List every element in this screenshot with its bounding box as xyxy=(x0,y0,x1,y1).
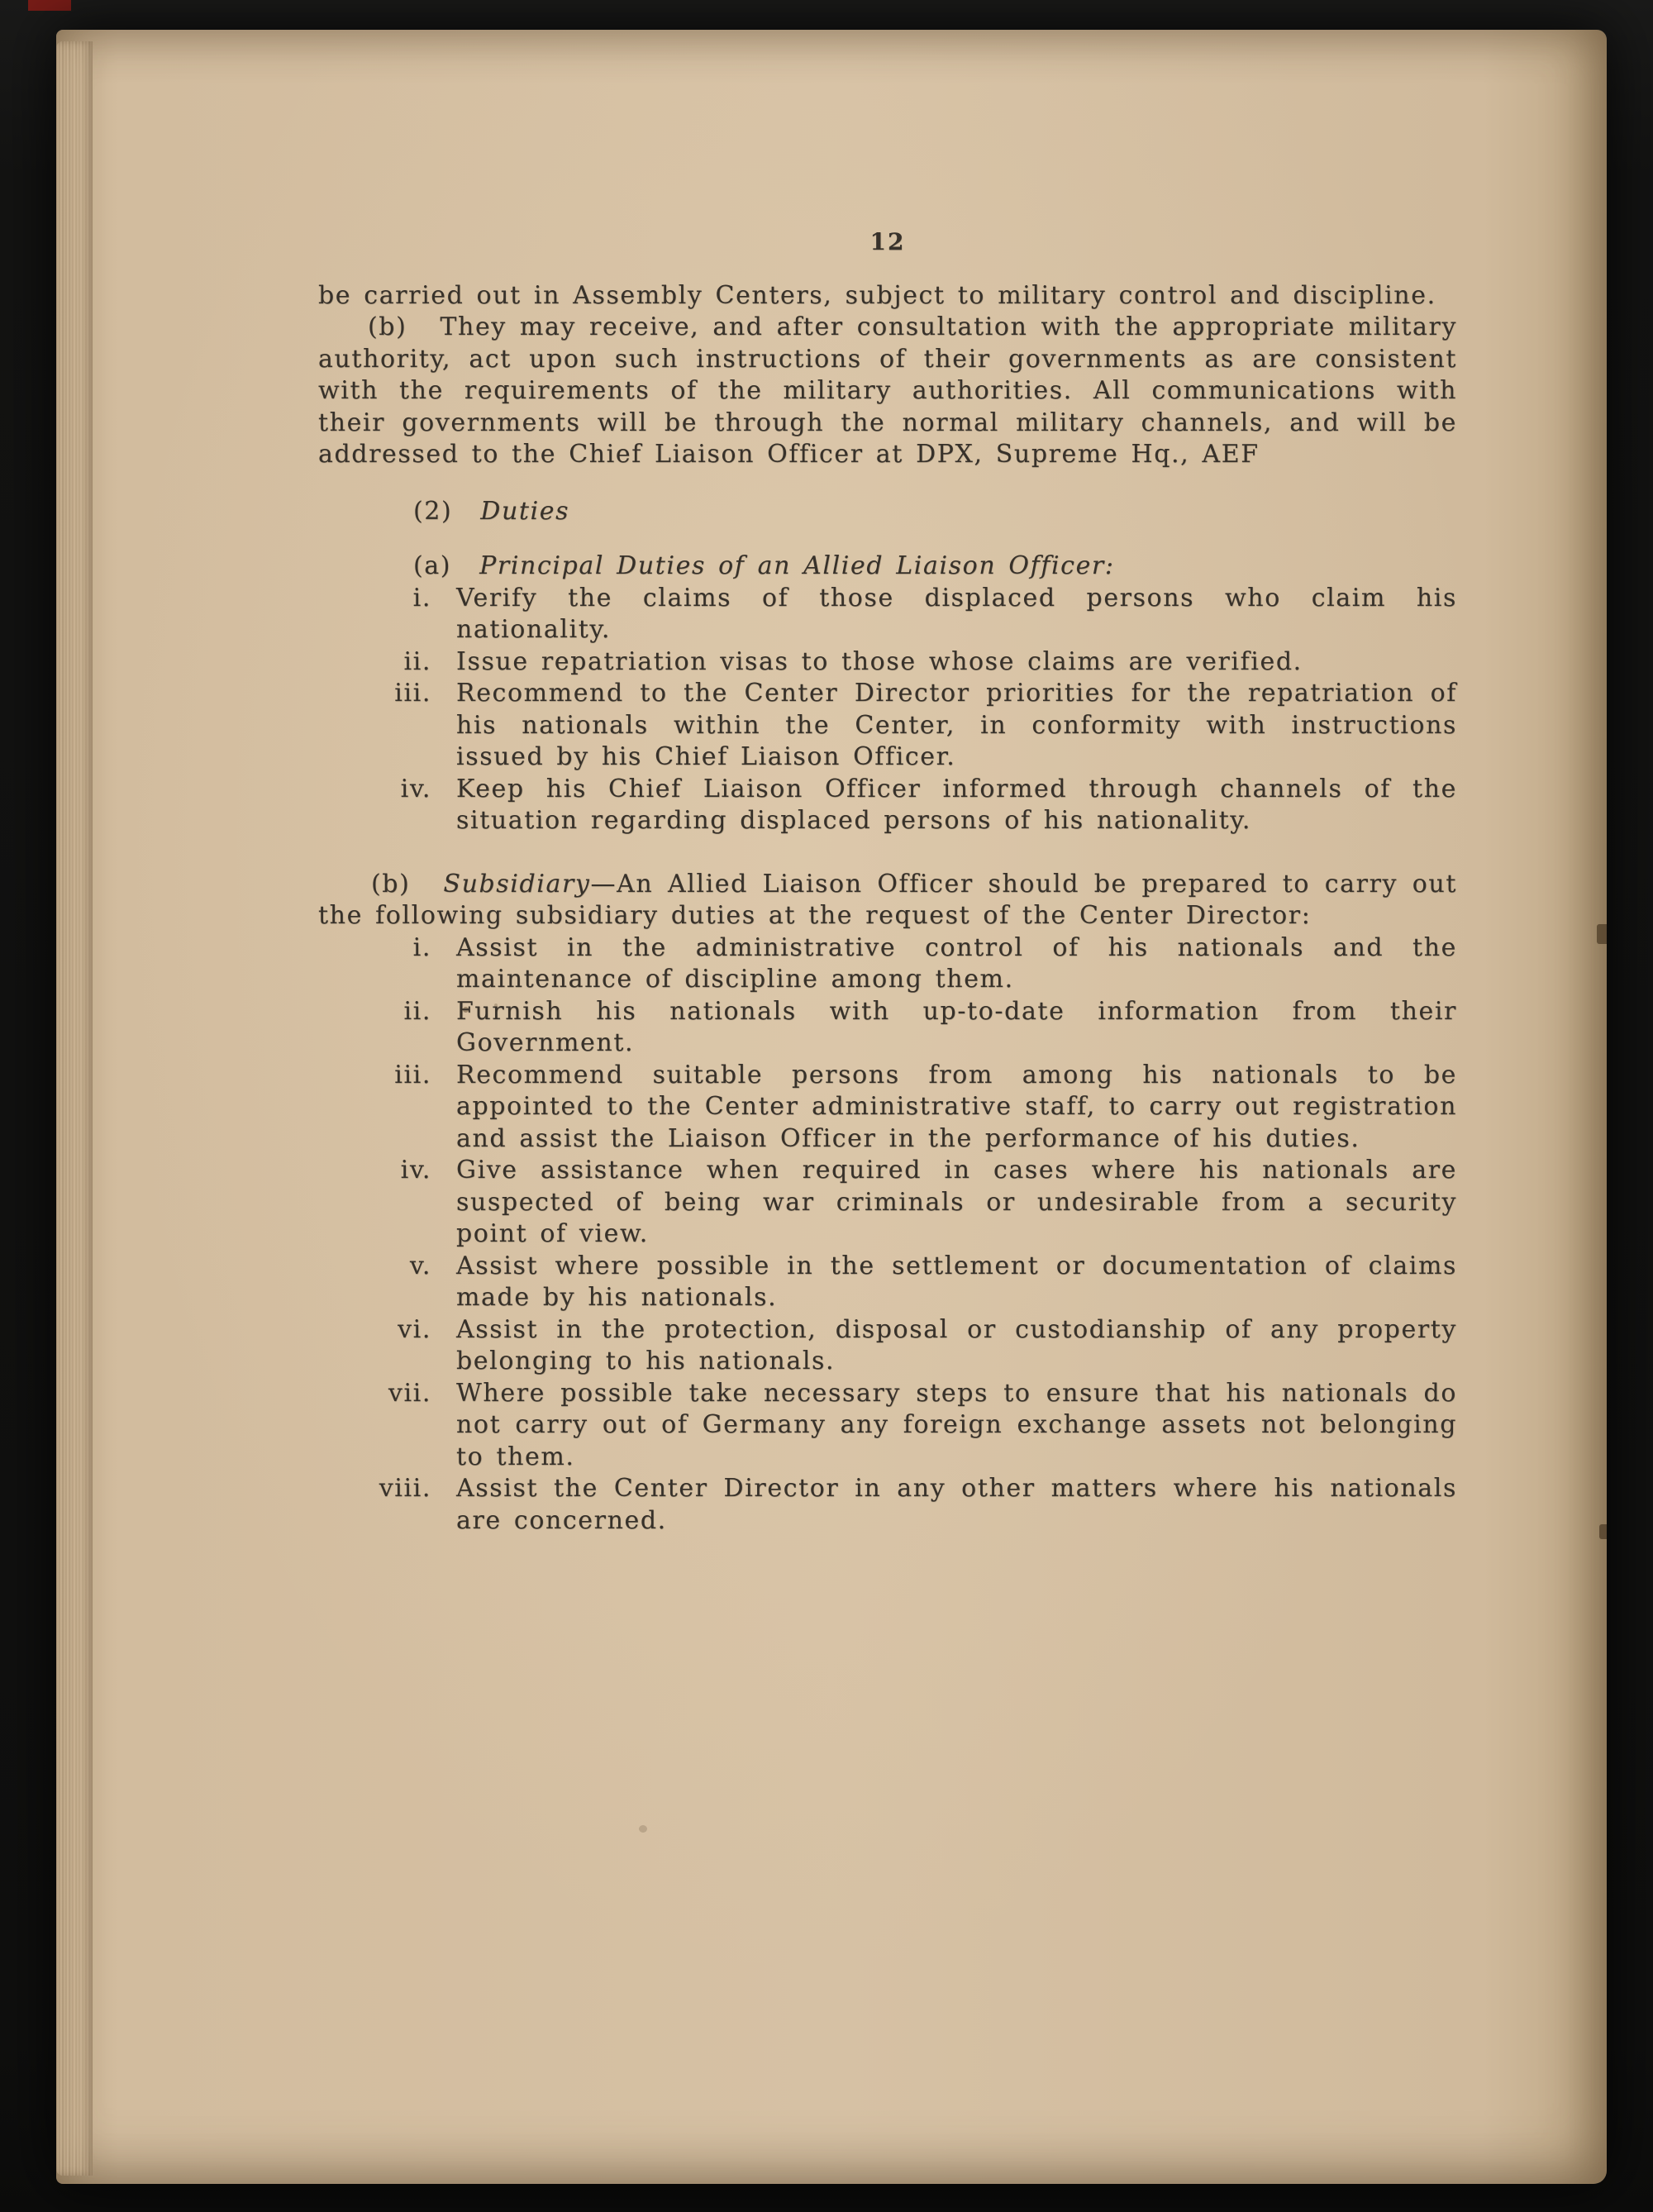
page-number: 12 xyxy=(869,228,906,255)
sub-b-lead xyxy=(318,869,1457,932)
list-item-numeral: v. xyxy=(409,1251,431,1280)
list-item-numeral: iv. xyxy=(400,1156,431,1185)
list-item-text: Assist where possible in the settlement or documentation of claims made by his nationals. xyxy=(456,1251,1457,1312)
list-item-numeral: i. xyxy=(412,932,431,962)
list-item-numeral: ii. xyxy=(403,996,431,1026)
list-item xyxy=(365,646,1457,679)
list-item-text: Assist the Center Director in any other matters where his nationals are concerned. xyxy=(456,1474,1457,1535)
sub-b-lead-text: —An Allied Liaison Officer should be prepared to carry out the following subsidiary duties at the request of the Center Director: xyxy=(318,869,1457,930)
sub-b-label: (b) xyxy=(371,869,411,899)
book-page xyxy=(56,30,1607,2184)
list-item-numeral: iv. xyxy=(400,774,431,803)
list-item-numeral: vi. xyxy=(398,1314,431,1344)
list-item-text: Assist in the administrative control of his nationals and the maintenance of discipline among them. xyxy=(456,932,1457,994)
list-item-text: Give assistance when required in cases where his nationals are suspected of being war criminals or undesirable from a security point of view. xyxy=(456,1156,1457,1248)
sub-a-heading xyxy=(318,551,1457,583)
section-2-title: Duties xyxy=(480,496,570,526)
list-item-text: Assist in the protection, disposal or custodianship of any property belonging to his nationals. xyxy=(456,1314,1457,1375)
list-item-text: Where possible take necessary steps to ensure that his nationals do not carry out of Germany any foreign exchange assets not belonging to them. xyxy=(456,1378,1457,1471)
list-item-numeral: iii. xyxy=(394,679,431,708)
list-item xyxy=(365,1314,1457,1378)
section-2-heading xyxy=(318,496,1457,528)
paragraph-b-text: They may receive, and after consultation with the appropriate military authority, act upon such instructions of their governments as are consistent with the requirements of the military authorities. All communications with their governments will be through the normal military channels, and will be addressed to the Chief Liaison Officer at DPX, Supreme Hq., AEF xyxy=(318,312,1457,469)
list-item-numeral: vii. xyxy=(388,1378,431,1408)
paragraph-b-label: (b) xyxy=(368,312,407,341)
list-item xyxy=(365,1251,1457,1314)
list-item-text: Recommend to the Center Director priorities for the repatriation of his nationals within the Center, in conformity with instructions issued by his Chief Liaison Officer. xyxy=(456,679,1457,771)
page-content xyxy=(318,30,1457,1537)
list-item xyxy=(365,1155,1457,1251)
sub-b-title: Subsidiary xyxy=(443,869,591,899)
list-item-text: Issue repatriation visas to those whose claims are verified. xyxy=(456,646,1303,676)
edge-notch xyxy=(1597,924,1607,944)
list-item xyxy=(365,1060,1457,1156)
list-item-numeral: iii. xyxy=(394,1060,431,1089)
list-item xyxy=(365,583,1457,646)
list-item xyxy=(365,1473,1457,1537)
edge-notch xyxy=(1599,1524,1607,1539)
sub-b-list xyxy=(365,932,1457,1537)
list-item-text: Verify the claims of those displaced persons who claim his nationality. xyxy=(456,583,1457,644)
list-item-numeral: viii. xyxy=(379,1474,431,1503)
paragraph-b xyxy=(318,312,1457,471)
list-item xyxy=(365,678,1457,774)
list-item-numeral: ii. xyxy=(403,646,431,676)
sub-a-label: (a) xyxy=(413,551,452,580)
sub-a-title: Principal Duties of an Allied Liaison Officer: xyxy=(479,551,1115,580)
paragraph-continuation: be carried out in Assembly Centers, subject to military control and discipline. xyxy=(318,280,1436,310)
list-item-text: Keep his Chief Liaison Officer informed through channels of the situation regarding displaced persons of his nationality. xyxy=(456,774,1457,835)
sub-a-list xyxy=(365,583,1457,837)
list-item-numeral: i. xyxy=(412,583,431,613)
list-item xyxy=(365,996,1457,1060)
list-item xyxy=(365,774,1457,837)
list-item-text: Recommend suitable persons from among his nationals to be appointed to the Center administrative staff, to carry out registration and assist the Liaison Officer in the performance of his duties. xyxy=(456,1060,1457,1153)
list-item-text: Furnish his nationals with up-to-date information from their Government. xyxy=(456,996,1457,1057)
section-2-label: (2) xyxy=(413,496,453,526)
list-item xyxy=(365,1378,1457,1474)
list-item xyxy=(365,932,1457,996)
page-stack-edges xyxy=(56,41,93,2176)
paper-speck xyxy=(639,1825,647,1833)
red-edge-mark xyxy=(28,0,71,11)
